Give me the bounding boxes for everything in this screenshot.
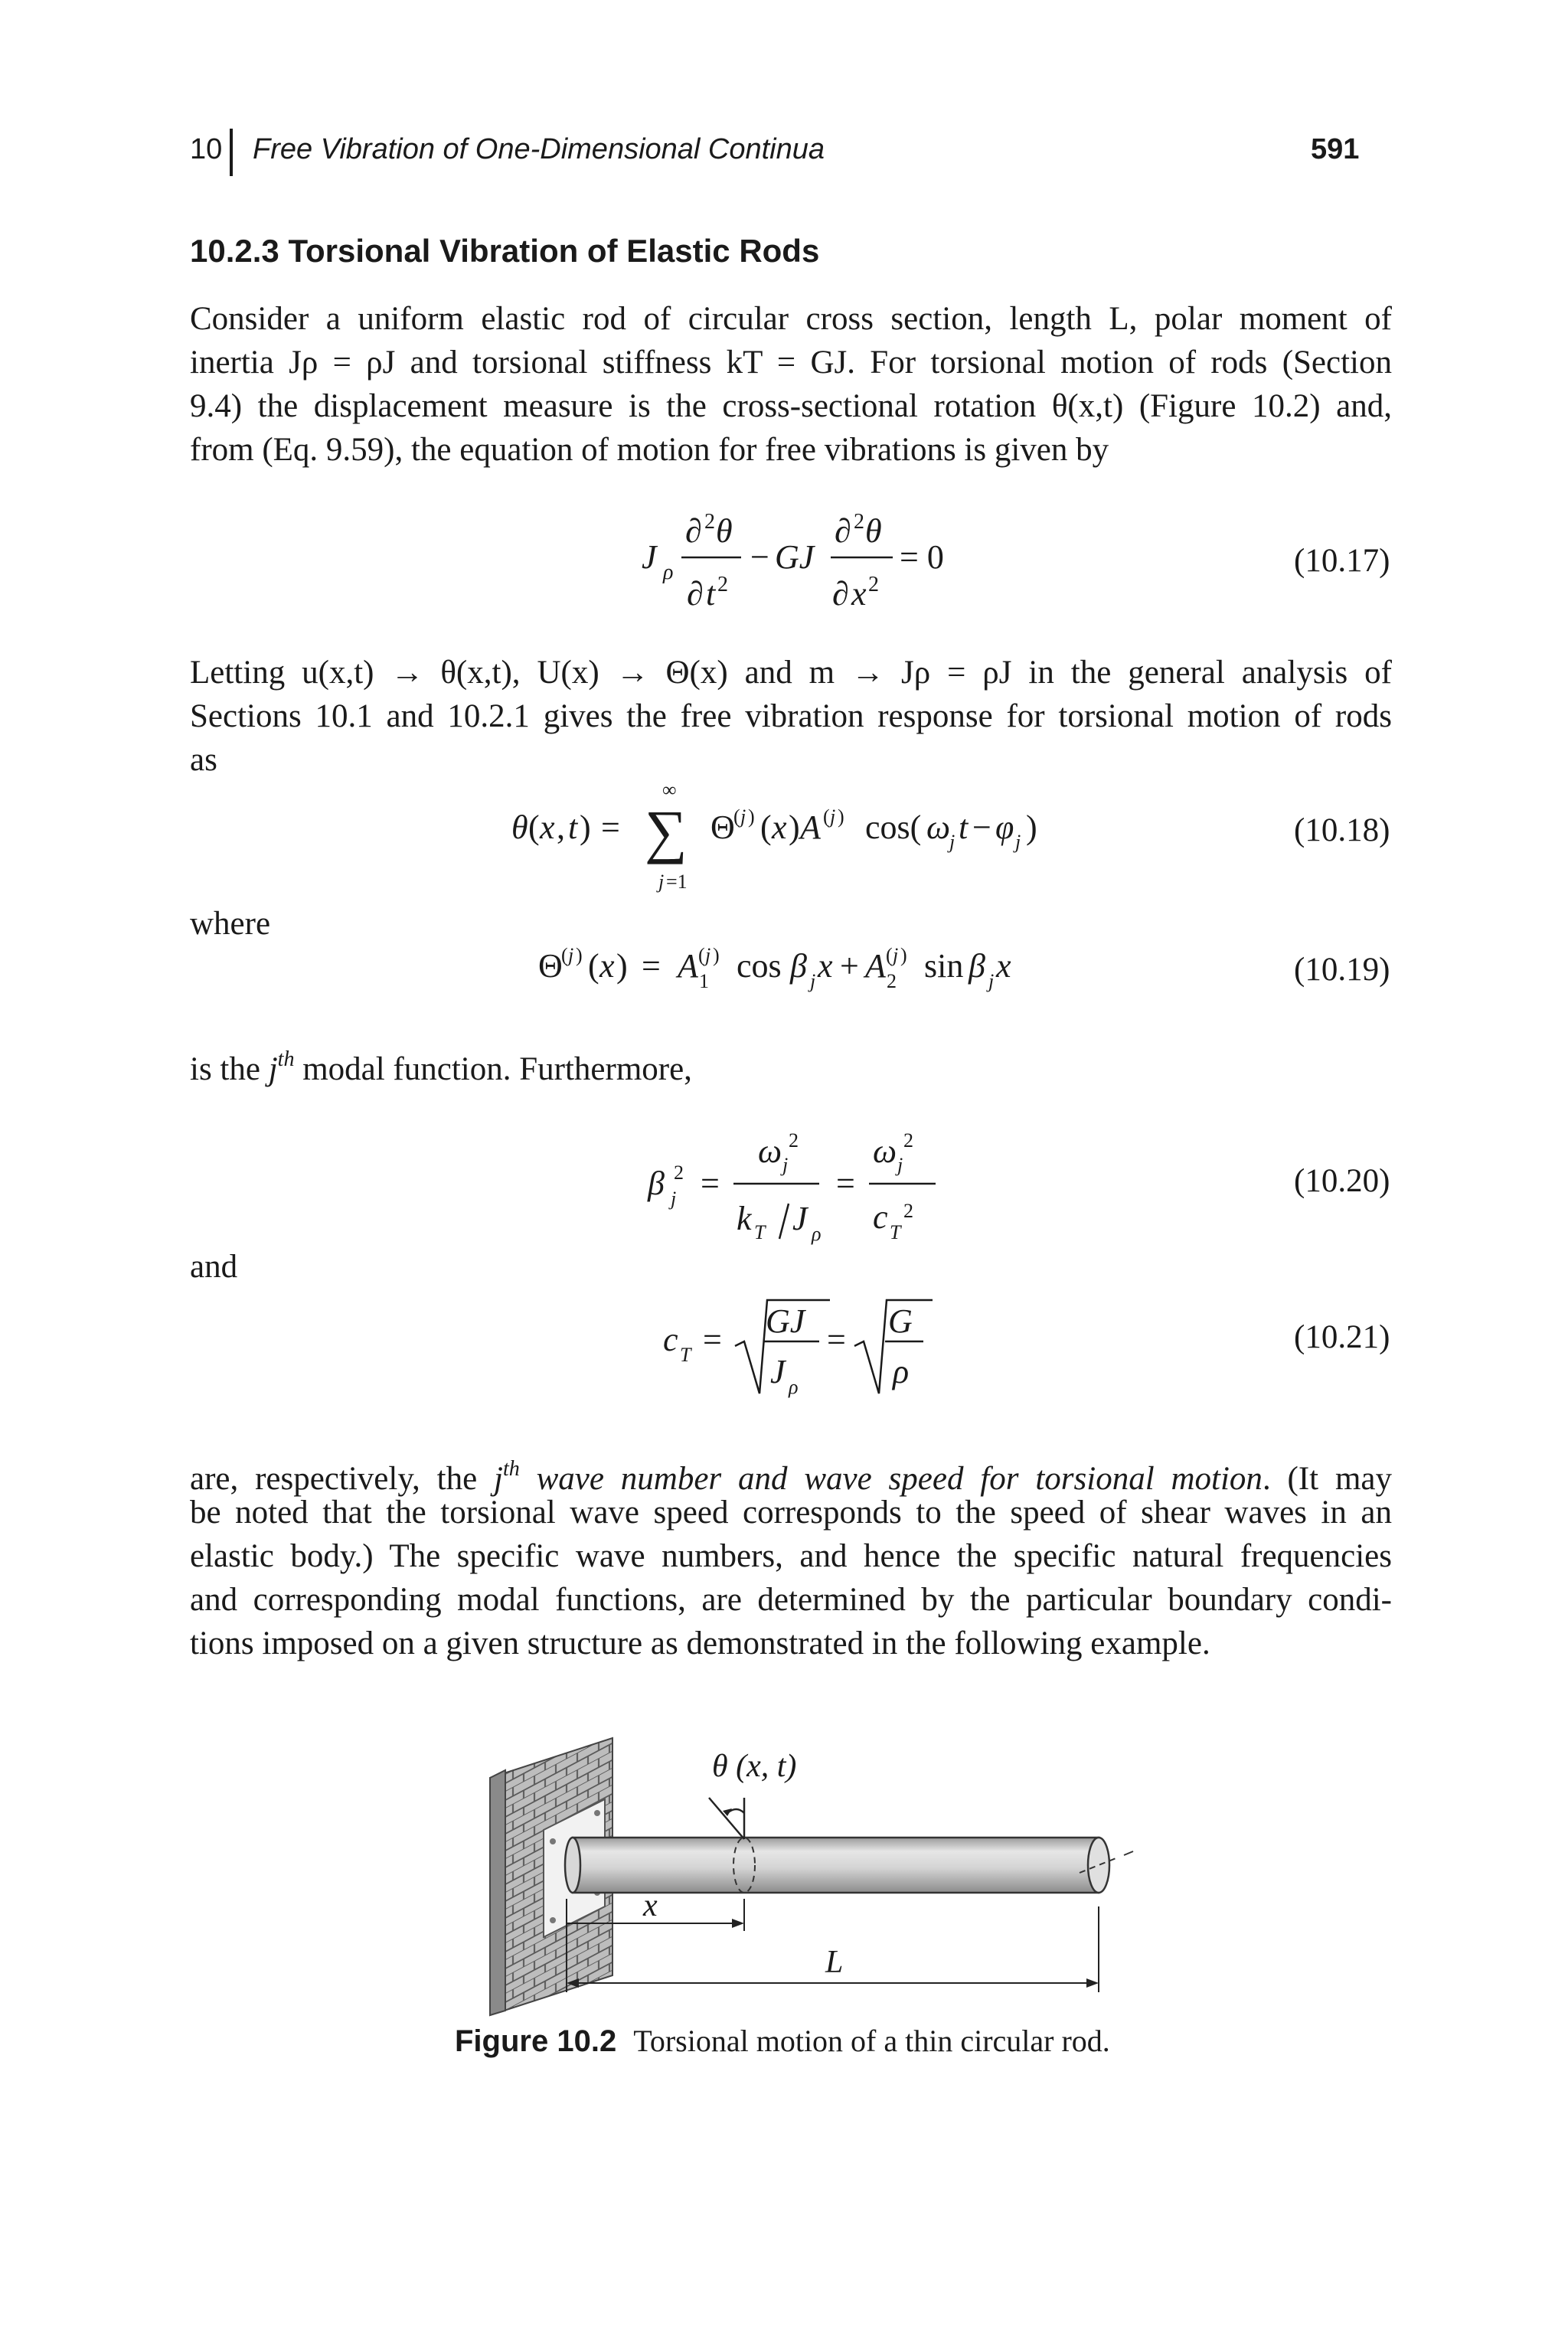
- svg-text:θ: θ: [865, 512, 882, 550]
- word-where: where: [190, 906, 271, 942]
- svg-text:T: T: [890, 1221, 901, 1243]
- svg-text:j: j: [782, 1154, 789, 1176]
- svg-text:2: 2: [704, 510, 715, 534]
- text-run: . (It may: [1262, 1461, 1392, 1497]
- svg-text:β: β: [648, 1165, 665, 1202]
- rotation-indicator: [709, 1798, 744, 1839]
- svg-text:): ): [1026, 809, 1037, 846]
- svg-text:−: −: [972, 809, 991, 846]
- svg-text:∑: ∑: [645, 798, 688, 864]
- text-run: th: [277, 1047, 295, 1071]
- svg-text:Θ: Θ: [710, 809, 735, 846]
- svg-text:ρ: ρ: [812, 1223, 822, 1245]
- svg-text:j: j: [568, 944, 574, 966]
- svg-text:ω: ω: [758, 1132, 782, 1170]
- chapter-number: 10: [190, 133, 223, 165]
- figure-caption-text: Torsional motion of a thin circular rod.: [633, 2024, 1110, 2058]
- svg-text:x: x: [540, 809, 555, 846]
- svg-text:=: =: [701, 1165, 720, 1202]
- figure-caption-label: Figure 10.2: [455, 2024, 617, 2058]
- svg-text:cos: cos: [737, 947, 782, 985]
- svg-text:A: A: [800, 809, 821, 846]
- svg-text:t: t: [706, 575, 716, 613]
- svg-text:2: 2: [887, 970, 897, 992]
- svg-text:c: c: [663, 1321, 678, 1358]
- svg-text:A: A: [865, 947, 886, 985]
- svg-text:j: j: [988, 970, 995, 992]
- svg-text:x: x: [818, 947, 833, 985]
- text-run: is the: [190, 1051, 269, 1087]
- svg-text:c: c: [873, 1198, 888, 1236]
- svg-text:sin: sin: [924, 947, 964, 985]
- svg-text:(: (: [760, 809, 772, 846]
- paragraph-line: inertia Jρ = ρJ and torsional stiffness kT = GJ. For torsional motion of rods (Section: [190, 345, 1392, 381]
- svg-text:j: j: [893, 944, 899, 966]
- paragraph-intro: [190, 297, 1392, 472]
- svg-text:ω: ω: [926, 809, 951, 846]
- paragraph-line: Consider a uniform elastic rod of circular cross section, length L, polar moment of: [190, 301, 1392, 337]
- figure-caption: [455, 2023, 1110, 2059]
- svg-text:): ): [838, 805, 844, 828]
- label-theta: θ (x, t): [712, 1749, 797, 1784]
- svg-text:+: +: [840, 947, 859, 985]
- svg-text:x: x: [599, 947, 615, 985]
- svg-text:θ: θ: [511, 809, 528, 846]
- svg-text:GJ: GJ: [766, 1302, 805, 1340]
- svg-text:T: T: [754, 1221, 766, 1243]
- svg-text:k: k: [737, 1200, 752, 1237]
- svg-text:t: t: [959, 809, 969, 846]
- text-run: j: [268, 1051, 278, 1087]
- equation-number: (10.20): [1294, 1163, 1390, 1199]
- svg-text:∂: ∂: [685, 512, 702, 550]
- svg-text:): ): [900, 944, 907, 966]
- svg-text:x: x: [772, 809, 787, 846]
- svg-text:J: J: [770, 1353, 786, 1390]
- svg-text:−: −: [750, 538, 769, 576]
- svg-text:j: j: [949, 831, 956, 853]
- svg-text:(: (: [588, 947, 599, 985]
- svg-text:j: j: [1015, 831, 1021, 853]
- paragraph-line: and corresponding modal functions, are determined by the particular boundary condi-: [190, 1582, 1392, 1618]
- svg-text:2: 2: [854, 510, 864, 534]
- paragraph-letting: [190, 651, 1392, 782]
- svg-text:= 0: = 0: [900, 538, 944, 576]
- word-and: and: [190, 1249, 238, 1285]
- svg-text:φ: φ: [995, 809, 1014, 846]
- text-run: th: [502, 1457, 520, 1481]
- chapter-title: Free Vibration of One-Dimensional Continua: [253, 133, 825, 165]
- svg-text:2: 2: [903, 1200, 913, 1222]
- svg-text:j: j: [705, 944, 711, 966]
- svg-text:∂: ∂: [835, 512, 851, 550]
- text-run: modal function. Furthermore,: [294, 1051, 692, 1087]
- label-x: x: [643, 1888, 658, 1923]
- page-number: 591: [1311, 133, 1360, 165]
- text-run: j: [494, 1461, 503, 1497]
- label-L: L: [825, 1945, 844, 1980]
- svg-text:(: (: [528, 809, 540, 846]
- svg-text:ρ: ρ: [663, 560, 674, 584]
- svg-text:): ): [616, 947, 628, 985]
- svg-text:2: 2: [789, 1129, 799, 1152]
- paragraph-line: tions imposed on a given structure as demonstrated in the following example.: [190, 1625, 1210, 1661]
- svg-text:): ): [580, 809, 591, 846]
- paragraph-line: elastic body.) The specific wave numbers, and hence the specific natural frequencies: [190, 1538, 1392, 1574]
- svg-text:): ): [713, 944, 720, 966]
- svg-text:J: J: [792, 1200, 808, 1237]
- svg-text:1: 1: [699, 970, 709, 992]
- svg-text:j: j: [658, 871, 665, 893]
- svg-text:β: β: [790, 947, 807, 985]
- section-heading: 10.2.3 Torsional Vibration of Elastic Rods: [190, 233, 820, 269]
- svg-text:cos(: cos(: [865, 809, 922, 846]
- svg-text:): ): [576, 944, 583, 966]
- svg-text:(: (: [561, 944, 568, 966]
- svg-text:x: x: [851, 575, 867, 613]
- svg-text:ω: ω: [873, 1132, 897, 1170]
- equation-number: (10.21): [1294, 1319, 1390, 1355]
- equation-number: (10.19): [1294, 952, 1390, 988]
- paragraph-wave-speed: [190, 1447, 1392, 1665]
- svg-text:∂: ∂: [832, 575, 849, 613]
- svg-text:(: (: [886, 944, 893, 966]
- text-run: wave number and wave speed for torsional motion: [519, 1461, 1263, 1497]
- svg-text:=1: =1: [666, 871, 688, 893]
- svg-text:Θ: Θ: [538, 947, 563, 985]
- svg-text:G: G: [888, 1302, 913, 1340]
- svg-text:=: =: [601, 809, 620, 846]
- paragraph-line: be noted that the torsional wave speed corresponds to the speed of shear waves in an: [190, 1495, 1392, 1531]
- svg-text:t: t: [568, 809, 578, 846]
- svg-text:β: β: [969, 947, 985, 985]
- header-divider: [230, 129, 233, 176]
- paragraph-line: Letting u(x,t) → θ(x,t), U(x) → Θ(x) and m → Jρ = ρJ in the general analysis of: [190, 655, 1392, 691]
- svg-text:j: j: [897, 1154, 903, 1176]
- svg-text:T: T: [680, 1344, 691, 1366]
- svg-text:GJ: GJ: [775, 538, 815, 576]
- equation-number: (10.17): [1294, 543, 1390, 579]
- svg-text:(: (: [733, 805, 740, 828]
- svg-text:2: 2: [717, 573, 728, 596]
- paragraph-line: 9.4) the displacement measure is the cross-sectional rotation θ(x,t) (Figure 10.2) and,: [190, 388, 1392, 424]
- svg-text:=: =: [827, 1321, 846, 1358]
- svg-text:ρ: ρ: [789, 1376, 799, 1398]
- equation-number: (10.18): [1294, 812, 1390, 848]
- svg-text:ρ: ρ: [893, 1353, 910, 1390]
- svg-text:j: j: [740, 805, 746, 828]
- svg-text:): ): [748, 805, 755, 828]
- svg-text:2: 2: [674, 1161, 684, 1184]
- paragraph-line: from (Eq. 9.59), the equation of motion for free vibrations is given by: [190, 432, 1109, 468]
- svg-text:=: =: [703, 1321, 722, 1358]
- circular-rod: [565, 1838, 1133, 1893]
- svg-text:j: j: [810, 970, 816, 992]
- svg-text:,: ,: [557, 809, 565, 846]
- text-run: are, respectively, the: [190, 1461, 495, 1497]
- svg-text:A: A: [678, 947, 698, 985]
- svg-text:2: 2: [903, 1129, 913, 1152]
- svg-text:j: j: [830, 805, 836, 828]
- svg-text:(: (: [823, 805, 830, 828]
- svg-text:J: J: [642, 538, 657, 576]
- svg-text:=: =: [836, 1165, 855, 1202]
- paragraph-line: as: [190, 742, 217, 778]
- svg-text:θ: θ: [716, 512, 733, 550]
- svg-text:x: x: [996, 947, 1011, 985]
- figure-torsional-rod: [459, 1715, 1148, 2021]
- modal-function-line: [190, 1047, 692, 1088]
- svg-text:∂: ∂: [687, 575, 704, 613]
- svg-text:): ): [789, 809, 800, 846]
- paragraph-line: [190, 1447, 1392, 1497]
- paragraph-line: Sections 10.1 and 10.2.1 gives the free vibration response for torsional motion of rods: [190, 698, 1392, 734]
- svg-text:j: j: [671, 1188, 677, 1210]
- svg-text:=: =: [642, 947, 661, 985]
- svg-text:2: 2: [868, 573, 879, 596]
- svg-text:(: (: [698, 944, 705, 966]
- svg-text:∞: ∞: [662, 779, 677, 801]
